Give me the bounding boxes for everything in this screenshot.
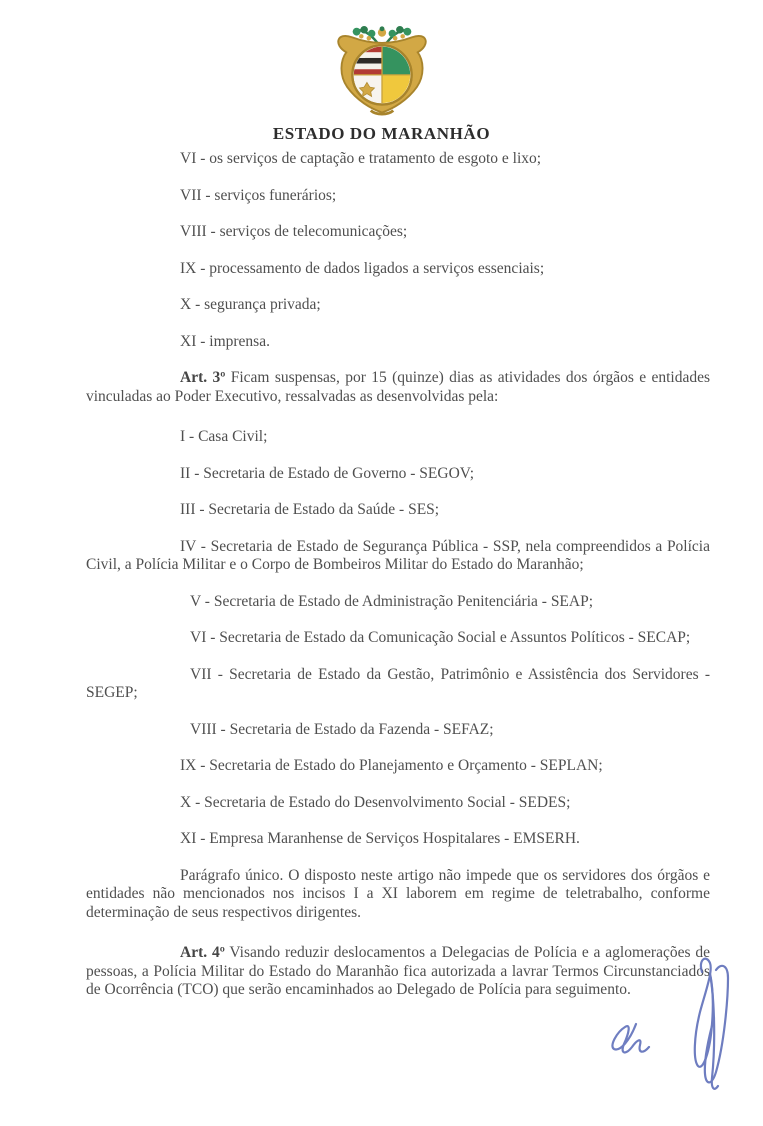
- service-item-x: X - segurança privada;: [180, 296, 321, 313]
- entity-item-vii: VII - Secretaria de Estado da Gestão, Patrimônio e Assistência dos Servidores - SEGEP;: [86, 665, 710, 701]
- sole-paragraph: Parágrafo único. O disposto neste artigo não impede que os servidores dos órgãos e entidades não mencionados nos incisos I a XI laborem em regime de teletrabalho, conforme determinação de seus respectivos dirigentes.: [86, 866, 710, 921]
- entity-item-ix: IX - Secretaria de Estado do Planejamento e Orçamento - SEPLAN;: [180, 757, 603, 774]
- service-item-vii: VII - serviços funerários;: [180, 186, 337, 204]
- article-4-label: Art. 4º: [180, 944, 225, 961]
- service-item-viii: VIII - serviços de telecomunicações;: [180, 223, 408, 240]
- entity-item-ii: II - Secretaria de Estado de Governo - SEGOV;: [180, 464, 475, 482]
- article-3-text: Ficam suspensas, por 15 (quinze) dias as atividades dos órgãos e entidades vinculadas ao Poder Executivo, ressalvadas as desenvolvidas pela:: [86, 369, 711, 405]
- article-3-label: Art. 3º: [180, 369, 226, 386]
- article-3-paragraph: [86, 369, 710, 406]
- document-header: [0, 0, 763, 144]
- entity-item-xi: XI - Empresa Maranhense de Serviços Hospitalares - EMSERH.: [180, 830, 580, 847]
- service-item-vi: VI - os serviços de captação e tratamento de esgoto e lixo;: [180, 150, 542, 167]
- entity-item-vi: VI - Secretaria de Estado da Comunicação Social e Assuntos Políticos - SECAP;: [190, 629, 691, 646]
- service-item-ix: IX - processamento de dados ligados a serviços essenciais;: [180, 259, 545, 277]
- article-4-text: Visando reduzir deslocamentos a Delegacias de Polícia e a aglomerações de pessoas, a Polícia Militar do Estado do Maranhão fica autorizada a lavrar Termos Circunstanciados de Ocorrência (TCO) que serão encaminhados ao Delegado de Polícia para seguimento.: [86, 944, 710, 998]
- entity-item-x: X - Secretaria de Estado do Desenvolvimento Social - SEDES;: [180, 793, 571, 811]
- service-item-xi: XI - imprensa.: [180, 332, 270, 350]
- entity-item-iv: IV - Secretaria de Estado de Segurança Pública - SSP, nela compreendidos a Polícia Civil, a Polícia Militar e o Corpo de Bombeiros Militar do Estado do Maranhão;: [86, 537, 710, 573]
- article-4-paragraph: [86, 944, 710, 1000]
- entity-item-v: V - Secretaria de Estado de Administração Penitenciária - SEAP;: [190, 592, 594, 610]
- document-body: [86, 150, 710, 1022]
- entity-item-iii: III - Secretaria de Estado da Saúde - SES;: [180, 501, 440, 518]
- org-title: ESTADO DO MARANHÃO: [272, 124, 491, 143]
- entity-item-viii: VIII - Secretaria de Estado da Fazenda - SEFAZ;: [190, 720, 494, 738]
- maranhao-coat-of-arms-icon: [325, 26, 439, 120]
- entity-item-i: I - Casa Civil;: [180, 428, 268, 445]
